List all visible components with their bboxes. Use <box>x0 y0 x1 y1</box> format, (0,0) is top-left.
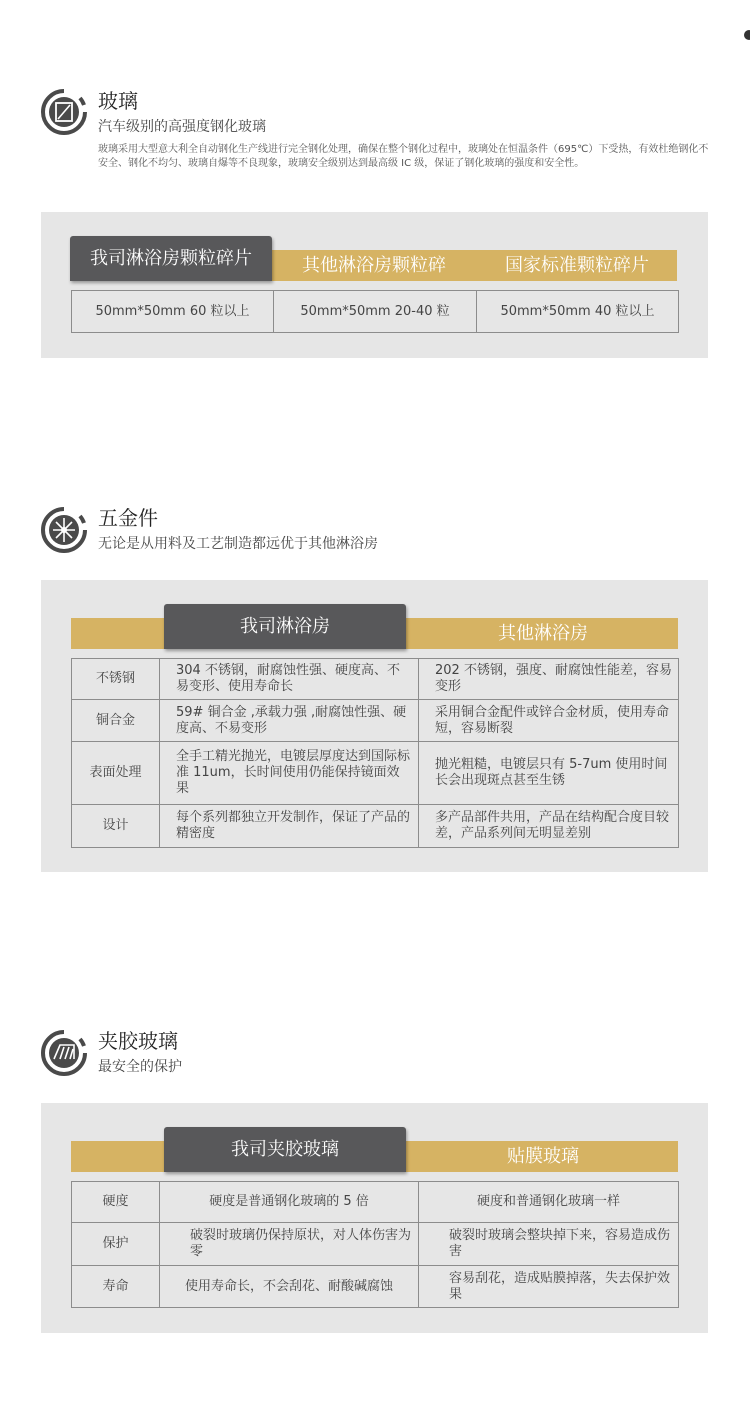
others-cell: 硬度和普通钢化玻璃一样 <box>419 1182 679 1223</box>
ours-cell: 59# 铜合金 ,承载力强 ,耐腐蚀性强、硬度高、不易变形 <box>160 700 419 742</box>
ours-cell: 破裂时玻璃仍保持原状，对人体伤害为零 <box>160 1223 419 1266</box>
laminated-table <box>71 1181 679 1308</box>
hardware-header-ours: 我司淋浴房 <box>164 604 406 649</box>
glass-panel <box>41 212 708 358</box>
laminated-glass-icon <box>40 1029 88 1077</box>
row-label: 铜合金 <box>72 700 160 742</box>
table-row <box>72 700 679 742</box>
glass-value-others: 50mm*50mm 20-40 粒 <box>274 291 477 333</box>
row-label: 表面处理 <box>72 742 160 805</box>
laminated-header-others: 贴膜玻璃 <box>507 1146 579 1167</box>
table-row <box>72 291 679 333</box>
table-row <box>72 1223 679 1266</box>
laminated-header-ours: 我司夹胶玻璃 <box>164 1127 406 1172</box>
ours-cell: 每个系列都独立开发制作，保证了产品的精密度 <box>160 805 419 848</box>
glass-description: 玻璃采用大型意大利全自动钢化生产线进行完全钢化处理，确保在整个钢化过程中，玻璃处在恒温条件（695℃）下受热，有效杜绝钢化不安全、钢化不均匀、玻璃自爆等不良现象，玻璃安全级别达到最高级 IC 级，保证了钢化玻璃的强度和安全性。 <box>98 144 709 169</box>
hardware-panel <box>41 580 708 872</box>
laminated-panel <box>41 1103 708 1333</box>
table-row <box>72 659 679 700</box>
table-row <box>72 1266 679 1308</box>
glass-subtitle: 汽车级别的高强度钢化玻璃 <box>98 119 266 135</box>
glass-header-national: 国家标准颗粒碎片 <box>505 255 649 276</box>
table-row <box>72 1182 679 1223</box>
row-label: 保护 <box>72 1223 160 1266</box>
glass-table <box>71 290 679 333</box>
hardware-subtitle: 无论是从用料及工艺制造都远优于其他淋浴房 <box>98 536 378 552</box>
ours-cell: 全手工精光抛光，电镀层厚度达到国际标准 11um，长时间使用仍能保持镜面效果 <box>160 742 419 805</box>
others-cell: 采用铜合金配件或锌合金材质，使用寿命短，容易断裂 <box>419 700 679 742</box>
glass-value-ours: 50mm*50mm 60 粒以上 <box>72 291 274 333</box>
row-label: 设计 <box>72 805 160 848</box>
hardware-header-others: 其他淋浴房 <box>498 623 588 644</box>
table-row <box>72 805 679 848</box>
others-cell: 202 不锈钢，强度、耐腐蚀性能差，容易变形 <box>419 659 679 700</box>
others-cell: 抛光粗糙，电镀层只有 5-7um 使用时间长会出现斑点甚至生锈 <box>419 742 679 805</box>
hardware-icon <box>40 506 88 554</box>
shield-glass-icon <box>40 88 88 136</box>
corner-dot <box>744 30 750 40</box>
table-row <box>72 742 679 805</box>
row-label: 寿命 <box>72 1266 160 1308</box>
row-label: 不锈钢 <box>72 659 160 700</box>
glass-value-national: 50mm*50mm 40 粒以上 <box>477 291 679 333</box>
glass-header-others: 其他淋浴房颗粒碎 <box>302 255 446 276</box>
others-cell: 破裂时玻璃会整块掉下来，容易造成伤害 <box>419 1223 679 1266</box>
others-cell: 多产品部件共用，产品在结构配合度目较差，产品系列间无明显差别 <box>419 805 679 848</box>
laminated-subtitle: 最安全的保护 <box>98 1059 182 1075</box>
ours-cell: 使用寿命长，不会刮花、耐酸碱腐蚀 <box>160 1266 419 1308</box>
hardware-table <box>71 658 679 848</box>
hardware-title: 五金件 <box>98 506 158 530</box>
row-label: 硬度 <box>72 1182 160 1223</box>
glass-title: 玻璃 <box>98 89 138 113</box>
others-cell: 容易刮花，造成贴膜掉落，失去保护效果 <box>419 1266 679 1308</box>
ours-cell: 硬度是普通钢化玻璃的 5 倍 <box>160 1182 419 1223</box>
laminated-title: 夹胶玻璃 <box>98 1029 178 1053</box>
glass-header-ours: 我司淋浴房颗粒碎片 <box>70 236 272 281</box>
ours-cell: 304 不锈钢，耐腐蚀性强、硬度高、不易变形、使用寿命长 <box>160 659 419 700</box>
